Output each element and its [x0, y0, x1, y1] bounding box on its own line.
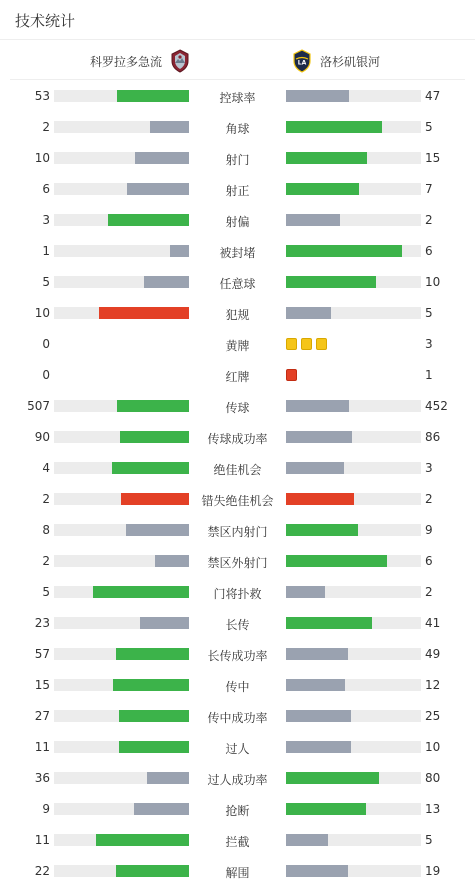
away-bar-fill — [286, 834, 328, 846]
away-value: 86 — [425, 430, 441, 444]
away-bar-track — [286, 90, 421, 102]
stat-row — [0, 608, 475, 639]
away-bar-track — [286, 741, 421, 753]
away-bar-track — [286, 710, 421, 722]
home-bar-fill — [113, 679, 189, 691]
away-bar-track — [286, 214, 421, 226]
home-value: 507 — [27, 399, 50, 413]
away-bar-fill — [286, 307, 331, 319]
home-bar-track — [54, 183, 189, 195]
away-bar-fill — [286, 245, 402, 257]
home-bar-fill — [147, 772, 189, 784]
home-bar-fill — [170, 245, 189, 257]
away-value: 19 — [425, 864, 441, 878]
away-team-name: 洛杉矶银河 — [320, 54, 381, 69]
home-bar-fill — [108, 214, 189, 226]
home-value: 53 — [34, 89, 50, 103]
away-bar-fill — [286, 276, 376, 288]
stat-row — [0, 453, 475, 484]
stat-label: 射正 — [225, 184, 250, 198]
stat-label: 过人 — [225, 742, 250, 756]
yellow-card-icon — [316, 338, 327, 350]
away-bar-track — [286, 648, 421, 660]
away-bar-fill — [286, 214, 340, 226]
home-bar-fill — [155, 555, 189, 567]
home-value: 15 — [34, 678, 50, 692]
home-bar-fill — [117, 400, 189, 412]
stat-row — [0, 391, 475, 422]
home-value: 3 — [42, 213, 50, 227]
stat-row — [0, 205, 475, 236]
stats-list — [0, 81, 475, 887]
yellow-card-icon — [301, 338, 312, 350]
away-team-logo-icon — [292, 49, 312, 73]
home-bar-fill — [93, 586, 189, 598]
away-value: 452 — [425, 399, 448, 413]
home-bar-fill — [140, 617, 189, 629]
home-bar-track — [54, 245, 189, 257]
stat-row — [0, 422, 475, 453]
home-bar-track — [54, 400, 189, 412]
away-bar-fill — [286, 679, 345, 691]
home-value: 22 — [34, 864, 50, 878]
team-header — [10, 42, 465, 80]
home-bar-fill — [144, 276, 189, 288]
stat-label: 任意球 — [219, 277, 256, 291]
stat-row — [0, 670, 475, 701]
home-bar-fill — [99, 307, 189, 319]
stat-label: 传中成功率 — [207, 711, 268, 725]
home-value: 27 — [34, 709, 50, 723]
stat-row — [0, 81, 475, 112]
stat-row — [0, 825, 475, 856]
away-bar-track — [286, 493, 421, 505]
stat-label: 门将扑救 — [213, 587, 262, 601]
home-value: 2 — [42, 492, 50, 506]
stat-label: 犯规 — [225, 308, 250, 322]
away-bar-track — [286, 152, 421, 164]
away-bar-fill — [286, 431, 352, 443]
stat-row — [0, 639, 475, 670]
home-bar-track — [54, 524, 189, 536]
home-value: 5 — [42, 275, 50, 289]
home-bar-fill — [126, 524, 189, 536]
away-bar-track — [286, 245, 421, 257]
stat-label: 解围 — [225, 866, 250, 880]
home-value: 1 — [42, 244, 50, 258]
home-bar-fill — [119, 741, 189, 753]
away-bar-fill — [286, 648, 348, 660]
stat-label: 射门 — [225, 153, 250, 167]
home-bar-fill — [150, 121, 189, 133]
stat-row — [0, 763, 475, 794]
stat-label: 控球率 — [219, 91, 256, 105]
stat-row — [0, 298, 475, 329]
home-value: 2 — [42, 554, 50, 568]
away-bar-track — [286, 121, 421, 133]
home-bar-fill — [117, 90, 189, 102]
home-team[interactable] — [90, 48, 190, 74]
home-bar-fill — [119, 710, 189, 722]
stat-row — [0, 143, 475, 174]
stat-row — [0, 236, 475, 267]
stat-row — [0, 732, 475, 763]
away-value: 15 — [425, 151, 441, 165]
home-bar-track — [54, 648, 189, 660]
stat-label: 禁区外射门 — [207, 556, 268, 570]
stat-label: 禁区内射门 — [207, 525, 268, 539]
away-bar-fill — [286, 400, 349, 412]
home-bar-track — [54, 865, 189, 877]
away-bar-track — [286, 183, 421, 195]
home-team-name: 科罗拉多急流 — [90, 54, 163, 69]
home-value: 23 — [34, 616, 50, 630]
away-bar-track — [286, 307, 421, 319]
away-bar-fill — [286, 865, 348, 877]
stat-row — [0, 360, 475, 391]
away-bar-track — [286, 772, 421, 784]
home-value: 10 — [34, 151, 50, 165]
home-bar-track — [54, 803, 189, 815]
away-value: 9 — [425, 523, 433, 537]
home-value: 10 — [34, 306, 50, 320]
home-bar-track — [54, 307, 189, 319]
home-bar-fill — [116, 865, 189, 877]
away-value: 2 — [425, 492, 433, 506]
stat-label: 长传成功率 — [207, 649, 268, 663]
home-bar-track — [54, 121, 189, 133]
away-value: 13 — [425, 802, 441, 816]
home-bar-track — [54, 617, 189, 629]
page-title: 技术统计 — [15, 12, 76, 30]
stat-row — [0, 546, 475, 577]
home-bar-fill — [134, 803, 189, 815]
stat-label: 抢断 — [225, 804, 250, 818]
away-value: 3 — [425, 337, 433, 351]
stat-label: 传中 — [225, 680, 250, 694]
away-value: 1 — [425, 368, 433, 382]
away-value: 5 — [425, 306, 433, 320]
away-bar-track — [286, 834, 421, 846]
stat-row — [0, 577, 475, 608]
red-card-icon — [286, 369, 297, 381]
home-value: 11 — [34, 740, 50, 754]
stat-row — [0, 267, 475, 298]
stat-label: 传球成功率 — [207, 432, 268, 446]
stat-row — [0, 856, 475, 887]
stat-row — [0, 484, 475, 515]
yellow-card-icon — [286, 338, 297, 350]
away-value: 5 — [425, 120, 433, 134]
svg-text:LA: LA — [297, 59, 307, 67]
stat-label: 射偏 — [225, 215, 250, 229]
away-bar-fill — [286, 741, 351, 753]
stat-label: 错失绝佳机会 — [201, 494, 274, 508]
home-team-logo-icon — [170, 49, 190, 73]
home-value: 11 — [34, 833, 50, 847]
away-value: 5 — [425, 833, 433, 847]
away-bar-fill — [286, 152, 367, 164]
home-bar-track — [54, 679, 189, 691]
home-value: 0 — [42, 368, 50, 382]
away-bar-fill — [286, 524, 358, 536]
away-bar-fill — [286, 803, 366, 815]
stat-row — [0, 701, 475, 732]
away-bar-fill — [286, 555, 387, 567]
home-bar-track — [54, 462, 189, 474]
away-value: 2 — [425, 213, 433, 227]
away-value: 10 — [425, 740, 441, 754]
away-value: 47 — [425, 89, 441, 103]
away-bar-track — [286, 431, 421, 443]
stat-label: 长传 — [225, 618, 250, 632]
away-bar-fill — [286, 90, 349, 102]
away-value: 10 — [425, 275, 441, 289]
away-bar-fill — [286, 586, 325, 598]
home-bar-track — [54, 214, 189, 226]
stat-row — [0, 515, 475, 546]
stat-label: 红牌 — [225, 370, 250, 384]
home-bar-track — [54, 493, 189, 505]
away-value: 25 — [425, 709, 441, 723]
stat-label: 黄牌 — [225, 339, 250, 353]
page-header — [0, 0, 475, 40]
away-bar-track — [286, 865, 421, 877]
away-bar-fill — [286, 493, 354, 505]
home-value: 36 — [34, 771, 50, 785]
away-cards — [286, 369, 297, 381]
home-bar-fill — [96, 834, 189, 846]
home-value: 2 — [42, 120, 50, 134]
home-bar-track — [54, 741, 189, 753]
home-value: 4 — [42, 461, 50, 475]
stat-label: 被封堵 — [219, 246, 256, 260]
away-bar-track — [286, 524, 421, 536]
away-value: 41 — [425, 616, 441, 630]
away-bar-fill — [286, 121, 382, 133]
away-bar-fill — [286, 710, 351, 722]
home-bar-track — [54, 276, 189, 288]
home-bar-track — [54, 90, 189, 102]
home-value: 57 — [34, 647, 50, 661]
home-bar-fill — [135, 152, 189, 164]
home-value: 0 — [42, 337, 50, 351]
away-bar-track — [286, 555, 421, 567]
home-value: 6 — [42, 182, 50, 196]
home-bar-track — [54, 834, 189, 846]
home-value: 5 — [42, 585, 50, 599]
stat-label: 绝佳机会 — [213, 463, 262, 477]
stat-row — [0, 112, 475, 143]
home-bar-fill — [127, 183, 189, 195]
home-bar-track — [54, 555, 189, 567]
away-bar-fill — [286, 772, 379, 784]
away-value: 80 — [425, 771, 441, 785]
away-value: 49 — [425, 647, 441, 661]
stat-label: 过人成功率 — [207, 773, 268, 787]
away-bar-track — [286, 462, 421, 474]
away-team[interactable] — [292, 48, 380, 74]
away-bar-track — [286, 276, 421, 288]
home-bar-fill — [120, 431, 189, 443]
stat-row — [0, 174, 475, 205]
stat-label: 拦截 — [225, 835, 250, 849]
away-bar-track — [286, 803, 421, 815]
stat-row — [0, 794, 475, 825]
away-cards — [286, 338, 327, 350]
away-value: 6 — [425, 244, 433, 258]
away-value: 3 — [425, 461, 433, 475]
away-bar-fill — [286, 617, 372, 629]
away-bar-track — [286, 617, 421, 629]
home-bar-fill — [116, 648, 189, 660]
home-bar-fill — [112, 462, 189, 474]
away-bar-fill — [286, 183, 359, 195]
away-value: 2 — [425, 585, 433, 599]
away-bar-track — [286, 586, 421, 598]
away-bar-track — [286, 400, 421, 412]
home-bar-track — [54, 431, 189, 443]
stat-row — [0, 329, 475, 360]
away-bar-fill — [286, 462, 344, 474]
home-bar-track — [54, 586, 189, 598]
stat-label: 传球 — [225, 401, 250, 415]
home-value: 90 — [34, 430, 50, 444]
stat-label: 角球 — [225, 122, 250, 136]
home-bar-track — [54, 710, 189, 722]
home-bar-track — [54, 772, 189, 784]
home-bar-fill — [121, 493, 189, 505]
home-bar-track — [54, 152, 189, 164]
away-bar-track — [286, 679, 421, 691]
home-value: 8 — [42, 523, 50, 537]
away-value: 7 — [425, 182, 433, 196]
away-value: 6 — [425, 554, 433, 568]
away-value: 12 — [425, 678, 441, 692]
home-value: 9 — [42, 802, 50, 816]
